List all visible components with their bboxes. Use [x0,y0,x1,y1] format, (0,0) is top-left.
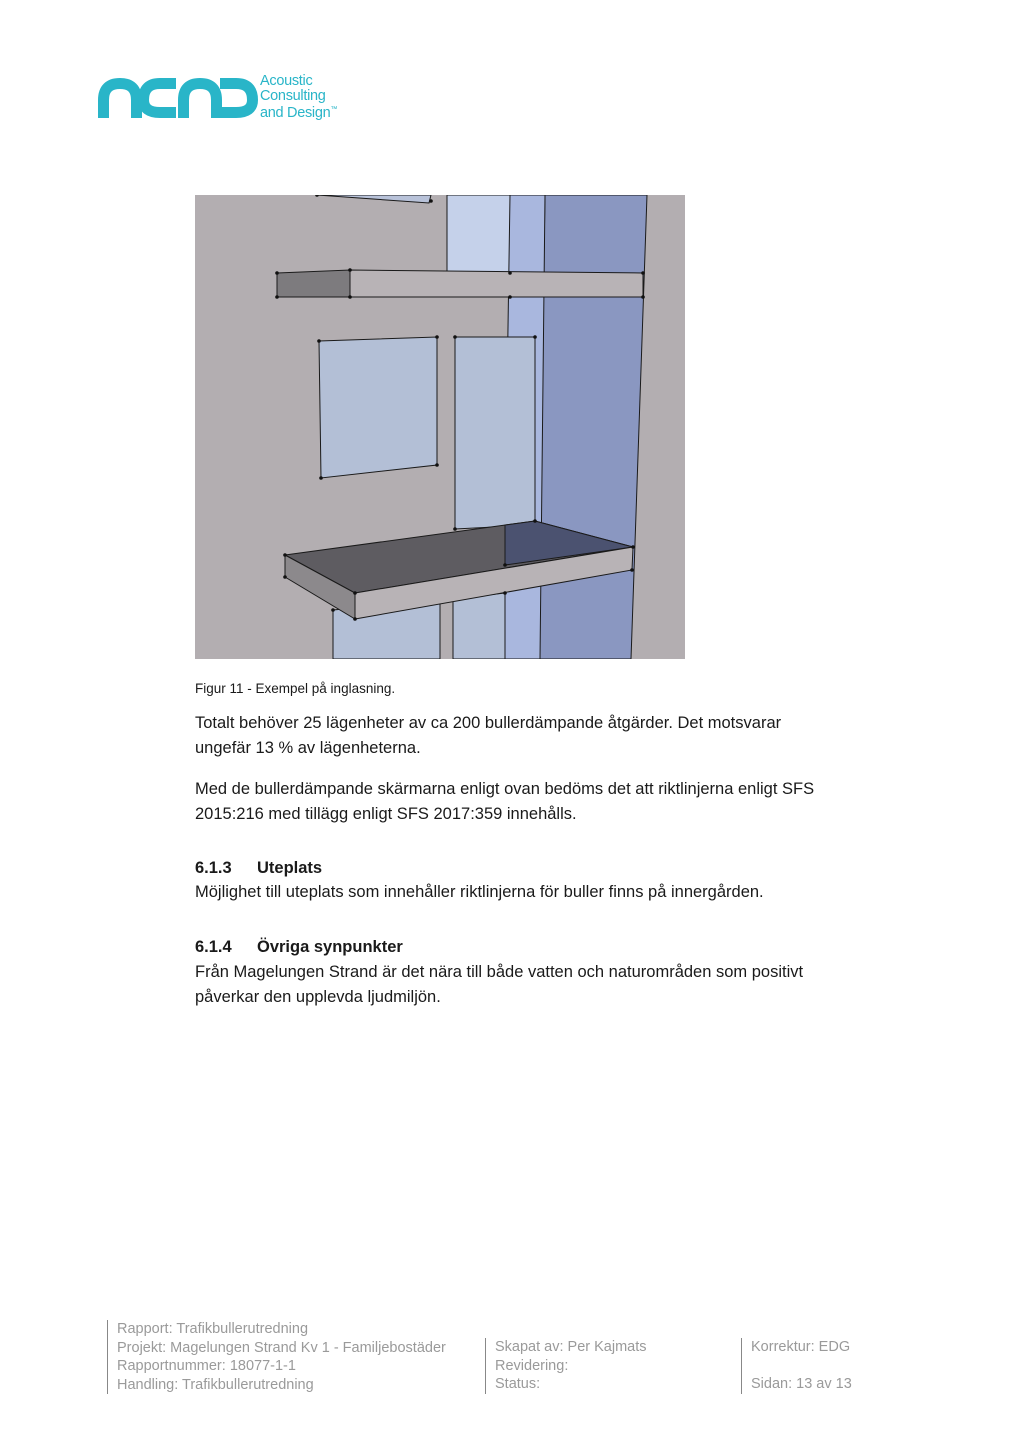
upper-glass-panel [447,195,510,273]
company-logo [98,74,358,120]
section-number: 6.1.4 [195,938,232,956]
footer-korrektur: Korrektur: EDG [751,1339,851,1355]
window-left [319,337,437,478]
footer-skapat: Skapat av: Per Kajmats [495,1339,647,1355]
paragraph-2: Med de bullerdämpande skärmarna enligt ovan bedöms det att riktlinjerna enligt SFS 2015:216 med tillägg enligt SFS 2017:359 innehålls. [195,780,815,823]
upper-slab [350,270,643,297]
footer-rapport: Rapport: Trafikbullerutredning [117,1321,309,1337]
footer-sidan: Sidan: 13 av 13 [751,1376,852,1392]
side-glazing-panel [537,195,647,659]
section-text-ovriga: Från Magelungen Strand är det nära till både vatten och naturområden som positivt påverkar den upplevda ljudmiljön. [195,963,804,1006]
lower-glass-mid [453,593,505,659]
section-number: 6.1.3 [195,859,232,877]
paragraph-1: Totalt behöver 25 lägenheter av ca 200 bullerdämpande åtgärder. Det motsvarar ungefär 13 % av lägenheterna. [195,714,782,757]
section-heading-uteplats [195,856,322,881]
section-heading-ovriga [195,935,403,960]
logo-wordmark [260,74,337,120]
footer-author-info [485,1338,647,1394]
section-title: Uteplats [257,859,323,877]
glazing-front-panel [455,337,535,529]
footer-projekt: Projekt: Magelungen Strand Kv 1 - Familjebostäder [117,1339,446,1356]
logo-line-2: Consulting [260,87,326,104]
footer-rapportnummer: Rapportnummer: 18077-1-1 [117,1358,296,1374]
ncd-logo-mark [98,78,258,118]
logo-trademark: ™ [330,106,338,113]
footer-handling: Handling: Trafikbullerutredning [117,1376,314,1393]
logo-line-1: Acoustic [260,73,313,89]
logo-line-3: and Design [260,104,331,121]
figure-caption: Figur 11 - Exempel på inglasning. [195,681,396,696]
footer-revidering: Revidering: [495,1357,569,1374]
footer-status: Status: [495,1376,541,1392]
upper-slab-dark [277,270,350,297]
section-title: Övriga synpunkter [257,938,403,956]
balcony-glazing-figure [195,195,685,659]
footer-report-info [107,1320,446,1394]
section-text-uteplats: Möjlighet till uteplats som innehåller riktlinjerna för buller finns på innergården. [195,883,764,901]
footer-page-info [741,1338,852,1394]
